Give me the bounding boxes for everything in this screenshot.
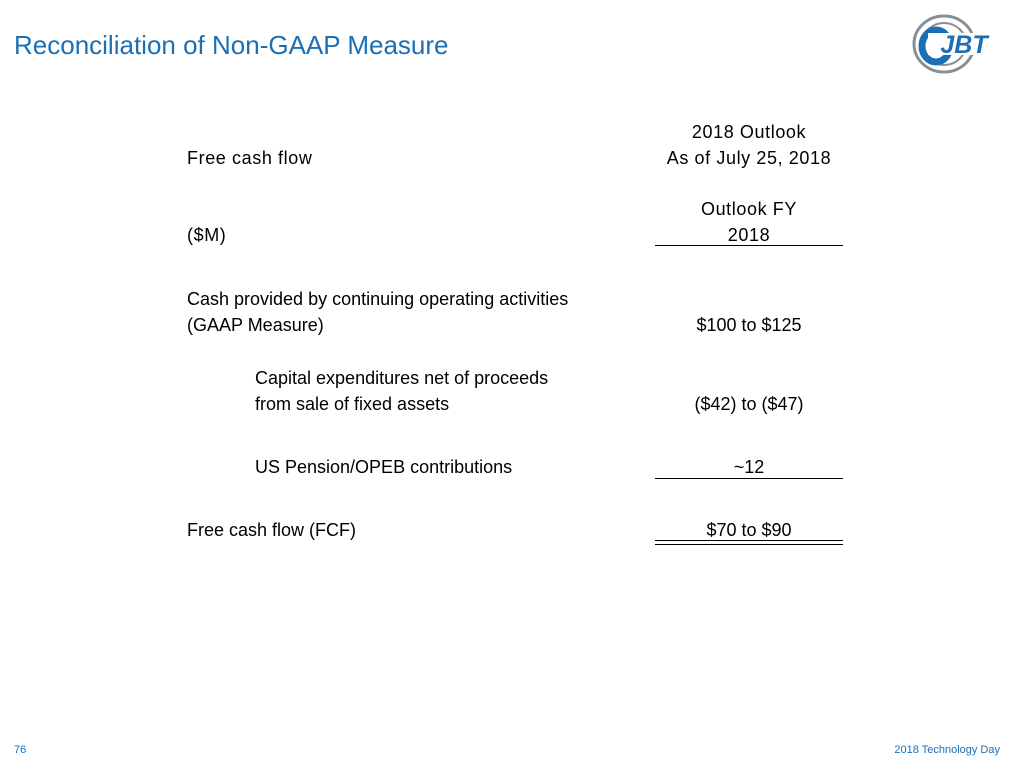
pension-underline: [655, 478, 843, 479]
header-underline: [655, 245, 843, 246]
row-operating-cash-label-2: (GAAP Measure): [187, 315, 324, 335]
row-fcf-value: $70 to $90: [706, 520, 792, 540]
header-units: ($M): [187, 225, 227, 245]
header-as-of-date: As of July 25, 2018: [666, 148, 832, 168]
row-pension-label: US Pension/OPEB contributions: [255, 457, 513, 477]
jbt-logo: [910, 13, 1002, 75]
header-free-cash-flow: Free cash flow: [187, 148, 313, 168]
header-year: 2018: [727, 225, 771, 245]
slide-title: Reconciliation of Non-GAAP Measure: [14, 30, 449, 60]
footer-event: 2018 Technology Day: [894, 744, 1000, 756]
fcf-double-underline: [655, 540, 843, 545]
row-capex-label: Capital expenditures net of proceeds: [255, 368, 549, 388]
row-operating-cash-label: Cash provided by continuing operating activities: [187, 289, 569, 309]
row-fcf-label: Free cash flow (FCF): [187, 520, 357, 540]
logo-wordmark: JBT: [940, 31, 988, 59]
header-outlook-fy: Outlook FY: [700, 199, 798, 219]
row-operating-cash-value: $100 to $125: [696, 315, 802, 335]
header-outlook: 2018 Outlook: [691, 122, 807, 142]
page-number: 76: [14, 744, 27, 756]
row-capex-value: ($42) to ($47): [694, 394, 804, 414]
row-capex-label-2: from sale of fixed assets: [255, 394, 450, 414]
row-pension-value: ~12: [733, 457, 765, 477]
